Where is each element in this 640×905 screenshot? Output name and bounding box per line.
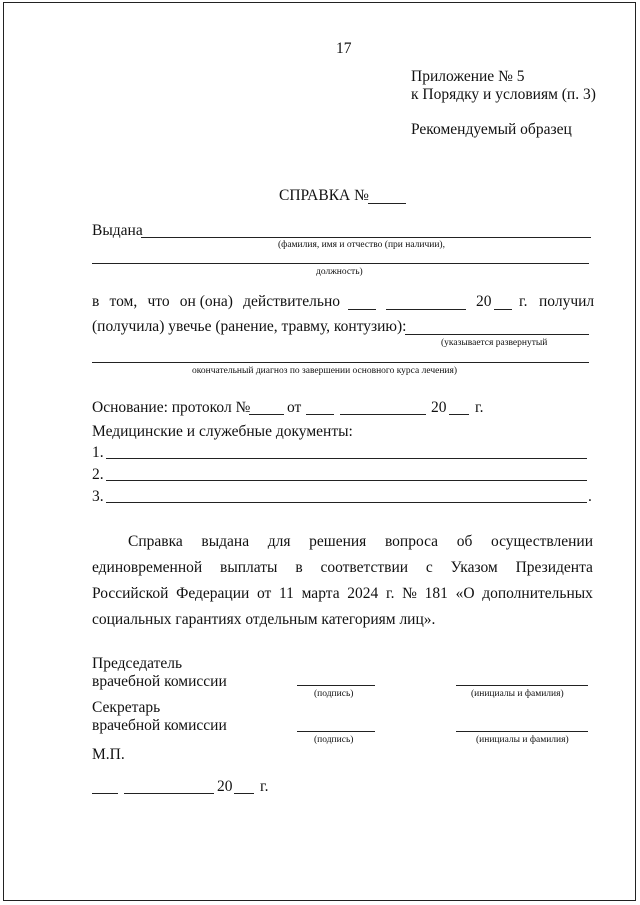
word: Президента <box>515 559 593 576</box>
sign-year-prefix: 20 <box>217 778 233 795</box>
sign-year-field[interactable] <box>234 793 254 794</box>
paragraph-line-3 <box>92 585 593 603</box>
sign-month-field[interactable] <box>124 793 214 794</box>
secretary-title-1: Секретарь <box>92 699 161 716</box>
doc-field-1[interactable] <box>106 458 587 459</box>
signature-hint: (подпись) <box>314 689 354 699</box>
word: марта <box>301 585 340 602</box>
doc-item-number: 1. <box>92 444 104 461</box>
hint-name: (фамилия, имя и отчество (при наличии), <box>278 240 445 250</box>
word: 11 <box>278 585 294 602</box>
chair-signature-field[interactable] <box>297 685 375 686</box>
protocol-number-field[interactable] <box>249 414 284 415</box>
word: от <box>256 585 272 602</box>
basis-from: от <box>287 399 302 416</box>
signature-hint: (подпись) <box>314 735 354 745</box>
order-reference: к Порядку и условиям (п. 3) <box>411 86 596 103</box>
word: осуществлении <box>490 533 593 550</box>
certificate-number-field[interactable] <box>368 203 406 204</box>
word: «О <box>455 585 475 602</box>
word: выдана <box>201 533 250 550</box>
paragraph-line-4: социальных гарантиях отдельным категориям лиц». <box>92 611 436 628</box>
word: вопроса <box>384 533 439 550</box>
diagnosis-field-2[interactable] <box>92 362 589 363</box>
word: соответствии <box>320 559 409 576</box>
that-line-words <box>92 293 340 311</box>
protocol-year-field[interactable] <box>449 414 469 415</box>
sample-label: Рекомендуемый образец <box>411 121 572 138</box>
doc-item-number: 3. <box>92 488 104 505</box>
diagnosis-field-1[interactable] <box>405 334 589 335</box>
day-field[interactable] <box>348 309 376 310</box>
word: об <box>456 533 473 550</box>
word: с <box>425 559 433 576</box>
word: действительно <box>243 293 340 310</box>
word: в <box>295 559 303 576</box>
issued-name-field[interactable] <box>141 237 591 238</box>
word: что <box>147 293 170 310</box>
word: выплаты <box>220 559 278 576</box>
chair-title-2: врачебной комиссии <box>92 673 227 690</box>
secretary-title-2: врачебной комиссии <box>92 717 227 734</box>
word: решения <box>309 533 367 550</box>
word: в <box>92 293 100 310</box>
year-field[interactable] <box>494 309 512 310</box>
basis-year-prefix: 20 <box>431 399 447 416</box>
basis-year-suffix: г. <box>475 399 484 416</box>
protocol-day-field[interactable] <box>306 414 334 415</box>
issued-label: Выдана <box>92 222 143 239</box>
word: 181 <box>424 585 448 602</box>
page-number: 17 <box>336 40 352 57</box>
doc-field-2[interactable] <box>106 480 587 481</box>
doc-field-3[interactable] <box>106 502 587 503</box>
basis-label: Основание: протокол № <box>92 399 251 416</box>
word: единовременной <box>92 559 203 576</box>
position-field[interactable] <box>92 263 589 264</box>
secretary-name-field[interactable] <box>456 731 588 732</box>
doc-end-dot: . <box>588 488 592 505</box>
hint-diagnosis-2: окончательный диагноз по завершении основного курса лечения) <box>192 366 458 376</box>
word: дополнительных <box>482 585 593 602</box>
protocol-month-field[interactable] <box>340 414 426 415</box>
appendix-label: Приложение № 5 <box>411 68 525 85</box>
paragraph-line-2 <box>92 559 593 577</box>
hint-diagnosis-1: (указывается развернутый <box>441 338 548 348</box>
word: 2024 <box>347 585 379 602</box>
word: Справка <box>128 533 183 550</box>
word: № <box>402 585 417 602</box>
injury-label: (получила) увечье (ранение, травму, контузию): <box>92 318 407 335</box>
word: г. <box>385 585 395 602</box>
word: том, <box>109 293 138 310</box>
word: для <box>267 533 291 550</box>
doc-item-number: 2. <box>92 466 104 483</box>
chair-name-field[interactable] <box>456 685 588 686</box>
word: он (она) <box>179 293 233 310</box>
sign-year-suffix: г. <box>260 778 269 795</box>
stamp-label: М.П. <box>92 746 125 763</box>
word: Федерации <box>176 585 250 602</box>
year-prefix: 20 <box>476 293 492 310</box>
year-suffix: г. <box>519 293 528 310</box>
received-word: получил <box>539 293 595 310</box>
initials-hint: (инициалы и фамилия) <box>471 689 564 699</box>
hint-position: должность) <box>316 267 363 277</box>
docs-label: Медицинские и служебные документы: <box>92 423 353 440</box>
secretary-signature-field[interactable] <box>297 731 375 732</box>
word: Российской <box>92 585 169 602</box>
sign-day-field[interactable] <box>92 793 118 794</box>
initials-hint: (инициалы и фамилия) <box>476 735 569 745</box>
month-field[interactable] <box>386 309 466 310</box>
document-title: СПРАВКА № <box>279 187 369 204</box>
paragraph-line-1 <box>128 533 593 551</box>
word: Указом <box>450 559 498 576</box>
chair-title-1: Председатель <box>92 655 183 672</box>
